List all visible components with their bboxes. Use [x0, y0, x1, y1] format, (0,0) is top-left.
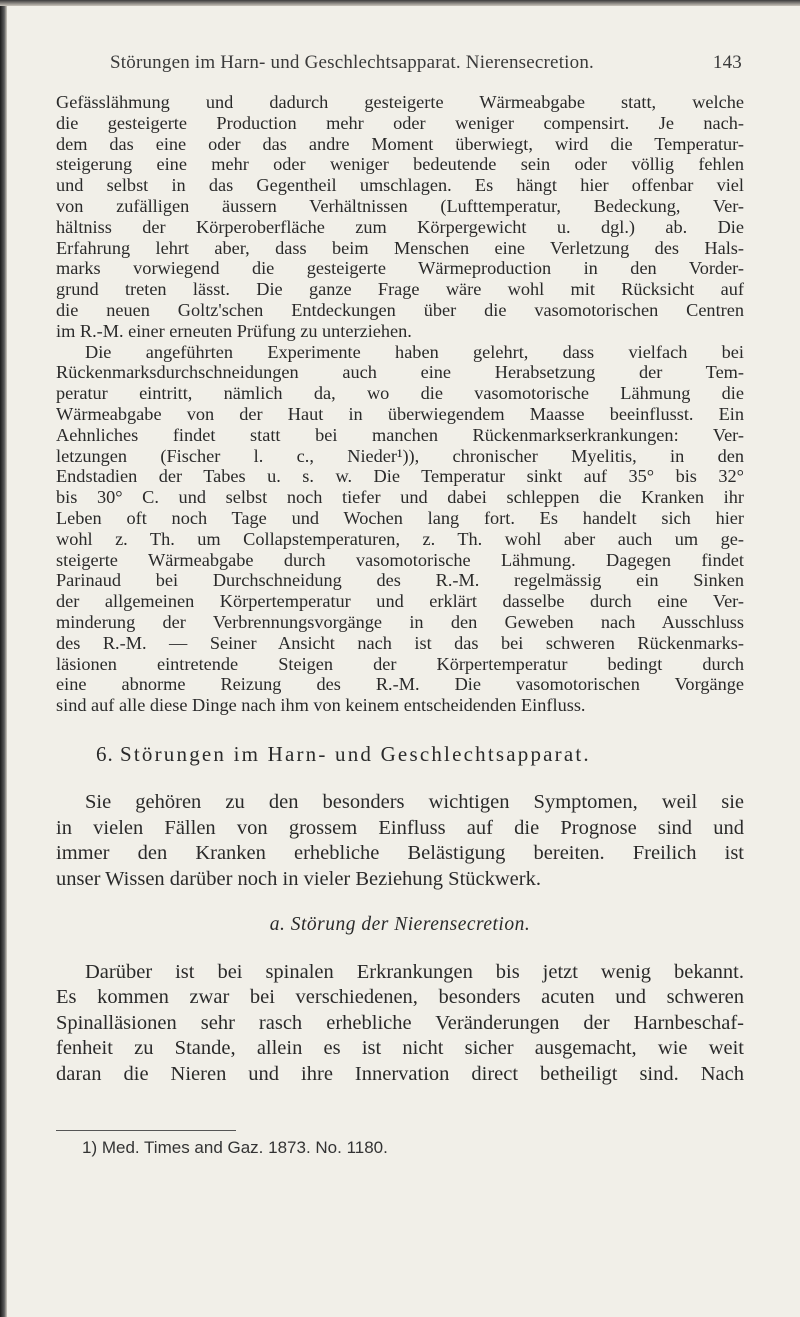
section-number: 6.	[96, 742, 114, 766]
section-heading	[96, 742, 756, 767]
text-line: im R.-M. einer erneuten Prüfung zu unterziehen.	[56, 320, 412, 341]
section-title: Störungen im Harn- und Geschlechtsapparat.	[120, 742, 591, 766]
text-line: in vielen Fällen von grossem Einfluss auf die Prognose sind und	[56, 816, 744, 839]
text-line: Parinaud bei Durchschneidung des R.-M. regelmässig ein Sinken	[56, 570, 744, 591]
text-line: eine abnorme Reizung des R.-M. Die vasomotorischen Vorgänge	[56, 674, 744, 695]
text-line: Endstadien der Tabes u. s. w. Die Temperatur sinkt auf 35° bis 32°	[56, 466, 744, 487]
text-line: sind auf alle diese Dinge nach ihm von keinem entscheidenden Einfluss.	[56, 695, 586, 716]
text-line: Es kommen zwar bei verschiedenen, besonders acuten und schweren	[56, 986, 744, 1009]
body-text-subsection	[56, 960, 744, 1087]
text-line: die gesteigerte Production mehr oder weniger compensirt. Je nach-	[56, 112, 744, 133]
text-line: Rückenmarksdurchschneidungen auch eine Herabsetzung der Tem-	[56, 362, 744, 383]
text-line: Wärmeabgabe von der Haut in überwiegendem Maasse beeinflusst. Ein	[56, 403, 744, 424]
text-line: grund treten lässt. Die ganze Frage wäre wohl mit Rücksicht auf	[56, 279, 744, 300]
subsection-heading: a. Störung der Nierensecretion.	[269, 914, 531, 935]
footnote: 1) Med. Times and Gaz. 1873. No. 1180.	[82, 1138, 388, 1157]
text-line: Darüber ist bei spinalen Erkrankungen bis jetzt wenig bekannt.	[85, 961, 744, 983]
text-line: dem das eine oder das andre Moment überwiegt, wird die Temperatur-	[56, 133, 744, 154]
text-line: immer den Kranken erhebliche Belästigung bereiten. Freilich ist	[56, 842, 744, 865]
text-line: von zufälligen äussern Verhältnissen (Lufttemperatur, Bedeckung, Ver-	[56, 195, 744, 216]
body-text-section	[56, 790, 744, 892]
text-line: Gefässlähmung und dadurch gesteigerte Wärmeabgabe statt, welche	[56, 92, 744, 112]
text-line: wohl z. Th. um Collapstemperaturen, z. Th. wohl aber auch um ge-	[56, 528, 744, 549]
text-line: und selbst in das Gegentheil umschlagen. Es hängt hier offenbar viel	[56, 175, 744, 196]
footnote-rule	[56, 1130, 236, 1131]
text-line: hältniss der Körperoberfläche zum Körpergewicht u. dgl.) ab. Die	[56, 216, 744, 237]
text-line: steigerung eine mehr oder weniger bedeutende sein oder völlig fehlen	[56, 154, 744, 175]
text-line: steigerte Wärmeabgabe durch vasomotorische Lähmung. Dagegen findet	[56, 549, 744, 570]
text-line: daran die Nieren und ihre Innervation direct betheiligt sind. Nach	[56, 1062, 744, 1085]
text-line: letzungen (Fischer l. c., Nieder¹)), chronischer Myelitis, in den	[56, 445, 744, 466]
text-line: der allgemeinen Körpertemperatur und erklärt dasselbe durch eine Ver-	[56, 591, 744, 612]
text-line: Erfahrung lehrt aber, dass beim Menschen eine Verletzung des Hals-	[56, 237, 744, 258]
body-text-top	[56, 92, 744, 716]
page-top-shadow	[0, 0, 800, 6]
text-line: läsionen eintretende Steigen der Körpertemperatur bedingt durch	[56, 653, 744, 674]
text-line: minderung der Verbrennungsvorgänge in den Geweben nach Ausschluss	[56, 611, 744, 632]
page-edge-shadow	[0, 0, 7, 1317]
text-line: marks vorwiegend die gesteigerte Wärmeproduction in den Vorder-	[56, 258, 744, 279]
text-line: des R.-M. — Seiner Ansicht nach ist das bei schweren Rückenmarks-	[56, 632, 744, 653]
text-line: fenheit zu Stande, allein es ist nicht sicher ausgemacht, wie weit	[56, 1037, 744, 1060]
running-title: Störungen im Harn- und Geschlechtsapparat. Nierensecretion.	[110, 52, 594, 73]
text-line: peratur eintritt, nämlich da, wo die vasomotorische Lähmung die	[56, 383, 744, 404]
text-line: Sie gehören zu den besonders wichtigen Symptomen, weil sie	[85, 791, 744, 813]
text-line: Spinalläsionen sehr rasch erhebliche Veränderungen der Harnbeschaf-	[56, 1011, 744, 1034]
running-header	[110, 52, 742, 74]
text-line: Leben oft noch Tage und Wochen lang fort. Es handelt sich hier	[56, 507, 744, 528]
text-line: Aehnliches findet statt bei manchen Rückenmarkserkrankungen: Ver-	[56, 424, 744, 445]
text-line: die neuen Goltz'schen Entdeckungen über die vasomotorischen Centren	[56, 299, 744, 320]
page-number: 143	[712, 52, 742, 73]
text-line: unser Wissen darüber noch in vieler Beziehung Stückwerk.	[56, 867, 541, 890]
text-line: Die angeführten Experimente haben gelehrt, dass vielfach bei	[85, 341, 744, 362]
text-line: bis 30° C. und selbst noch tiefer und dabei schleppen die Kranken ihr	[56, 487, 744, 508]
